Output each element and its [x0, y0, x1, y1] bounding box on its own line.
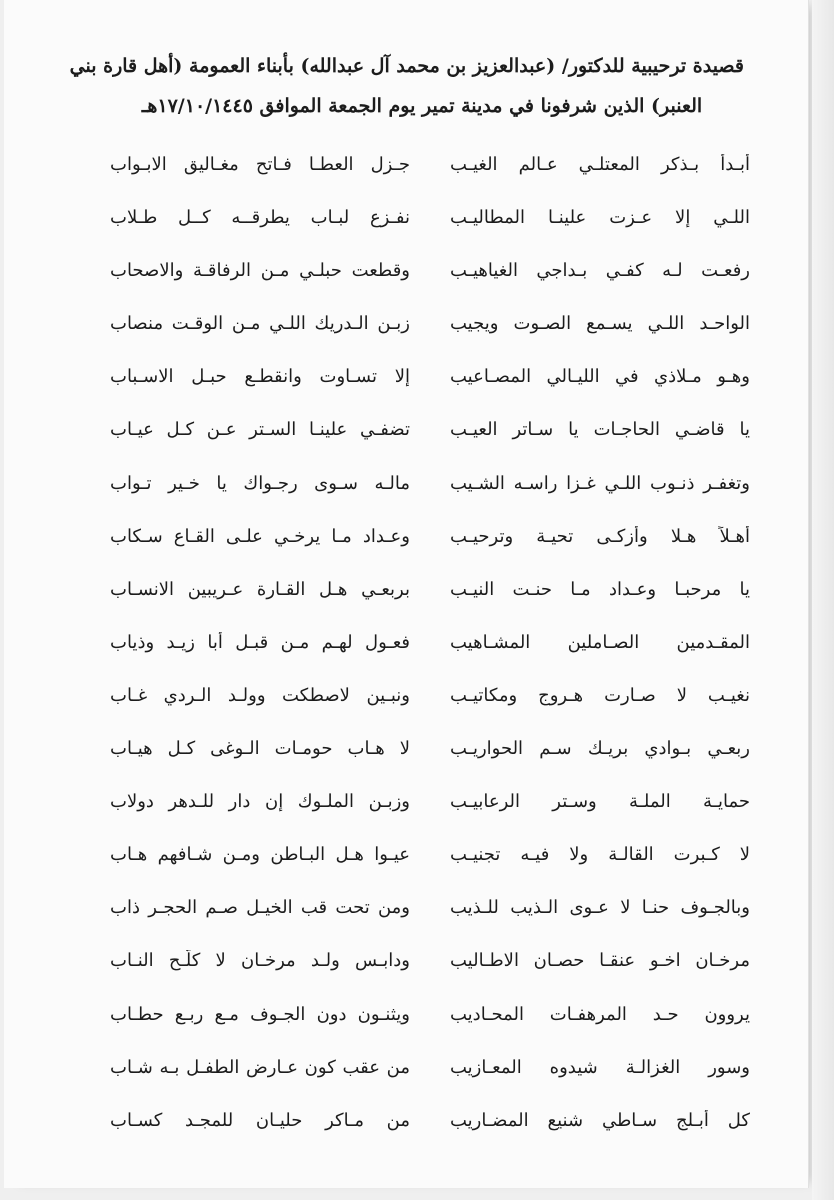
verse-first-half: رفعـت لـه كفـي بـداجي الغياهيـب [450, 260, 750, 282]
verse-second-half: عيـوا هـل البـاطن ومـن شـافهم هـاب [110, 844, 410, 866]
verse-first-half: مرخـان اخـو عنقـا حصـان الاطـاليب [450, 950, 750, 972]
verse-row [110, 897, 750, 950]
verse-second-half: زبـن الـدريك اللـي مـن الوقـت منصاب [110, 313, 410, 335]
verse-row [110, 473, 750, 526]
verse-first-half: المقـدمين الصـاملين المشـاهيب [450, 631, 750, 653]
verse-row [110, 260, 750, 313]
verse-first-half: وتغفـر ذنـوب اللـي غـزا راسـه الشـيب [450, 472, 750, 494]
verse-first-half: نغيـب لا صـارت هـروج ومكاتيـب [450, 684, 750, 706]
verse-first-half: وسور الغزالـة شيدوه المعـازيب [450, 1056, 750, 1078]
verse-row [110, 207, 750, 260]
verse-second-half: إلا تسـاوت وانقطـع حبـل الاسـباب [110, 366, 410, 388]
verse-first-half: اللـي إلا عـزت علينـا المطاليـب [450, 207, 750, 229]
verse-second-half: ويثنـون دون الجـوف مـع ربـع حطـاب [110, 1003, 410, 1025]
verse-row [110, 579, 750, 632]
verse-row [110, 791, 750, 844]
verse-first-half: يروون حـد المرهفـات المحـاديب [450, 1003, 750, 1025]
verse-row [110, 1110, 750, 1163]
verse-row [110, 1004, 750, 1057]
verse-second-half: بربعـي هـل القـارة عـريبين الانسـاب [110, 578, 410, 600]
verse-first-half: كل أبـلج سـاطي شنيع المضـاريب [450, 1109, 750, 1131]
verse-second-half: من عقب كون عـارض الطفـل بـه شـاب [110, 1056, 410, 1078]
verse-first-half: أبـدأ بـذكر المعتلـي عـالم الغيـب [450, 154, 750, 175]
verse-first-half: الواحـد اللـي يسـمع الصـوت ويجيب [450, 313, 750, 335]
header-line-2: العنبر) الذين شرفونا في مدينة تمير يوم الجمعة الموافق ١٧/١٠/١٤٤٥هـ [141, 95, 703, 117]
verse-first-half: وبالجـوف حنـا لا عـوى الـذيب للـذيب [450, 897, 750, 919]
verse-first-half: حمايـة الملـة وسـتر الرعابيـب [450, 791, 750, 813]
verse-second-half: ومن تحت قب الخيـل صـم الحجـر ذاب [110, 897, 410, 919]
page-edge-shadow [812, 0, 834, 1200]
verse-row [110, 632, 750, 685]
verse-row [110, 366, 750, 419]
verse-row [110, 526, 750, 579]
verse-first-half: وهـو مـلاذي في الليـالي المصـاعيب [450, 366, 750, 388]
verse-second-half: ونبـين لاصطكت وولـد الـردي غـاب [110, 684, 410, 706]
verse-row [110, 738, 750, 791]
verse-second-half: ودابـس ولـد مرخـان لا كلّـح النـاب [110, 950, 410, 972]
verse-row [110, 1057, 750, 1110]
verse-second-half: لا هـاب حومـات الـوغى كـل هيـاب [110, 738, 410, 760]
verse-row [110, 419, 750, 472]
verse-first-half: لا كـبرت القالـة ولا فيـه تجنيـب [450, 844, 750, 866]
verse-row [110, 313, 750, 366]
poem-header [69, 46, 744, 126]
verse-row [110, 950, 750, 1003]
header-line-1: قصيدة ترحيبية للدكتور/ (عبدالعزيز بن محمد آل عبدالله) بأبناء العمومة (أهل قارة بني [69, 55, 744, 77]
verse-row [110, 154, 750, 207]
verse-second-half: وزبـن الملـوك إن دار للـدهر دولاب [110, 791, 410, 813]
verse-second-half: تضفـي علينـا السـتر عـن كـل عيـاب [110, 419, 410, 441]
verse-row [110, 685, 750, 738]
poem-body [110, 154, 750, 1163]
verse-first-half: أهـلاً هـلا وأزكـى تحيـة وترحيـب [450, 525, 750, 547]
verse-first-half: ربعـي بـوادي بريـك سـم الحواريـب [450, 738, 750, 760]
verse-second-half: وعـداد مـا يرخـي علـى القـاع سـكاب [110, 525, 410, 547]
verse-first-half: يا قاضـي الحاجـات يا سـاتر العيـب [450, 419, 750, 441]
verse-second-half: من مـاكر حليـان للمجـد كسـاب [110, 1109, 410, 1131]
verse-second-half: وقطعت حبلـي مـن الرفاقـة والاصحاب [110, 260, 410, 282]
verse-second-half: مالـه سـوى رجـواك يا خـير تـواب [110, 472, 410, 494]
verse-row [110, 844, 750, 897]
verse-second-half: جـزل العطـا فـاتح مغـاليق الابـواب [110, 154, 410, 175]
verse-first-half: يا مرحبـا وعـداد مـا حنـت النيـب [450, 578, 750, 600]
verse-second-half: فعـول لهـم مـن قبـل أبا زيـد وذياب [110, 631, 410, 653]
verse-second-half: نفـزع لبـاب يطرقــه كــل طـلاب [110, 207, 410, 229]
